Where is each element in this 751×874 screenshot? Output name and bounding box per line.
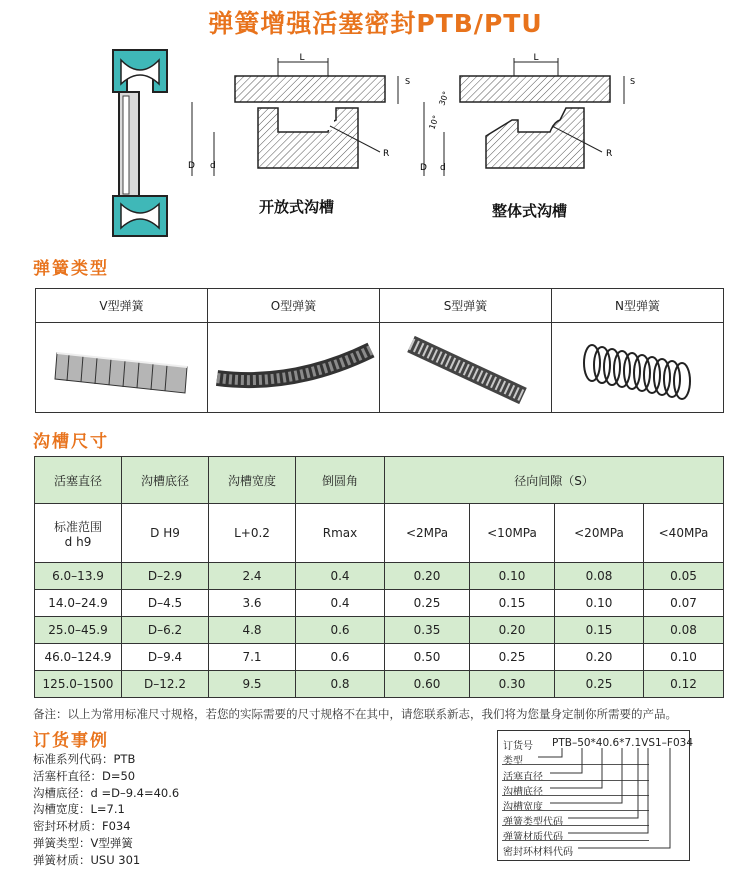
table-cell: 0.08 [555,563,644,590]
o-spring-icon [213,338,375,398]
groove-size-heading: 沟槽尺寸 [33,432,109,452]
open-groove-drawing [180,48,420,188]
spring-label-v: V型弹簧 [36,289,207,323]
spring-label-n: N型弹簧 [552,289,723,323]
table-cell: D–9.4 [122,644,209,671]
table-row [35,671,724,698]
svg-text:S: S [630,77,636,86]
table-row [35,563,724,590]
code-field-groove-bottom: 沟槽底径 [503,787,543,798]
footnote: 备注：以上为常用标准尺寸规格，若您的实际需要的尺寸规格不在其中，请您联系新志，我们将为您量身定制你所需要的产品。 [33,707,677,721]
n-spring-icon [578,333,698,403]
table-cell: 25.0–45.9 [35,617,122,644]
header-fillet: 倒圆角 [296,457,385,504]
dim-l-label: L [299,53,305,63]
table-cell: D–4.5 [122,590,209,617]
list-item: 沟槽底径：d =D–9.4=40.6 [33,785,180,800]
spring-types-heading: 弹簧类型 [33,259,109,279]
dim-d-upper-label: D [188,161,195,171]
table-cell: 0.05 [644,563,724,590]
order-code: PTB–50*40.6*7.1VS1–F034 [552,737,693,749]
code-field-seal-material: 密封环材料代码 [503,847,573,858]
subheader-range: 标准范围 d h9 [35,504,122,563]
table-cell: 125.0–1500 [35,671,122,698]
table-row [35,590,724,617]
order-example-heading: 订货事例 [33,731,109,751]
table-cell: 0.20 [555,644,644,671]
table-cell: 0.20 [385,563,470,590]
code-field-groove-width: 沟槽宽度 [503,802,543,813]
open-groove-caption: 开放式沟槽 [259,198,335,216]
table-cell: 0.60 [385,671,470,698]
table-cell: 0.50 [385,644,470,671]
groove-size-table [34,456,724,698]
table-row [35,617,724,644]
subheader-rmax: Rmax [296,504,385,563]
subheader-dh9: D H9 [122,504,209,563]
spring-col-v [36,289,208,412]
table-cell: 0.25 [385,590,470,617]
closed-groove-caption: 整体式沟槽 [492,202,568,220]
subheader-10mpa: <10MPa [470,504,555,563]
dim-d-lower-label: d [210,161,216,171]
table-cell: 3.6 [209,590,296,617]
subheader-2mpa: <2MPa [385,504,470,563]
list-item: 弹簧类型：V型弹簧 [33,835,133,850]
table-cell: 0.07 [644,590,724,617]
code-field-spring-type: 弹簧类型代码 [503,817,563,828]
svg-text:R: R [606,149,613,159]
code-field-piston-diameter: 活塞直径 [503,772,543,783]
list-item: 标准系列代码：PTB [33,752,136,766]
s-spring-icon [401,330,531,406]
code-field-spring-material: 弹簧材质代码 [503,832,563,843]
closed-groove-drawing [420,48,660,188]
dim-s-label: S [405,77,411,86]
table-cell: 0.6 [296,644,385,671]
table-cell: 14.0–24.9 [35,590,122,617]
table-cell: 0.10 [644,644,724,671]
table-cell: 46.0–124.9 [35,644,122,671]
table-cell: 0.4 [296,563,385,590]
table-cell: 0.10 [470,563,555,590]
svg-text:D: D [420,163,427,173]
list-item: 弹簧材质：USU 301 [33,852,141,867]
table-cell: 6.0–13.9 [35,563,122,590]
page-title: 弹簧增强活塞密封PTB/PTU [208,9,543,38]
spring-label-o: O型弹簧 [208,289,379,323]
code-leader-lines [498,731,689,860]
table-cell: 0.35 [385,617,470,644]
spring-col-n [552,289,723,412]
angle-30-label: 30° [437,90,451,107]
seal-profile-drawing [105,44,175,240]
order-example-list [33,751,179,869]
table-cell: 0.6 [296,617,385,644]
table-cell: 0.08 [644,617,724,644]
list-item: 密封环材质：F034 [33,819,131,834]
spring-types-table [35,288,724,413]
table-cell: 0.25 [555,671,644,698]
svg-text:d: d [440,163,446,173]
order-no-label: 订货号 [503,741,533,752]
table-cell: 0.25 [470,644,555,671]
header-piston-diameter: 活塞直径 [35,457,122,504]
header-radial-clearance: 径向间隙（S） [385,457,724,504]
angle-10-label: 10° [427,114,441,131]
table-cell: 0.4 [296,590,385,617]
list-item: 活塞杆直径：D=50 [33,768,136,783]
table-cell: 7.1 [209,644,296,671]
table-cell: 0.10 [555,590,644,617]
order-code-box [497,730,693,861]
table-row [35,644,724,671]
header-groove-bottom: 沟槽底径 [122,457,209,504]
table-cell: 0.15 [470,590,555,617]
svg-text:L: L [533,53,539,63]
spring-col-o [208,289,380,412]
code-field-type: 类型 [503,756,523,767]
spring-label-s: S型弹簧 [380,289,551,323]
subheader-l: L+0.2 [209,504,296,563]
table-cell: 0.12 [644,671,724,698]
list-item: 沟槽宽度：L=7.1 [33,802,125,817]
table-cell: 4.8 [209,617,296,644]
table-cell: 2.4 [209,563,296,590]
subheader-40mpa: <40MPa [644,504,724,563]
table-cell: 0.30 [470,671,555,698]
subheader-20mpa: <20MPa [555,504,644,563]
table-cell: D–2.9 [122,563,209,590]
dim-r-label: R [383,149,390,159]
table-cell: 0.8 [296,671,385,698]
table-cell: D–6.2 [122,617,209,644]
spring-col-s [380,289,552,412]
table-cell: D–12.2 [122,671,209,698]
v-spring-icon [47,333,197,403]
table-cell: 0.15 [555,617,644,644]
table-cell: 9.5 [209,671,296,698]
header-groove-width: 沟槽宽度 [209,457,296,504]
table-cell: 0.20 [470,617,555,644]
